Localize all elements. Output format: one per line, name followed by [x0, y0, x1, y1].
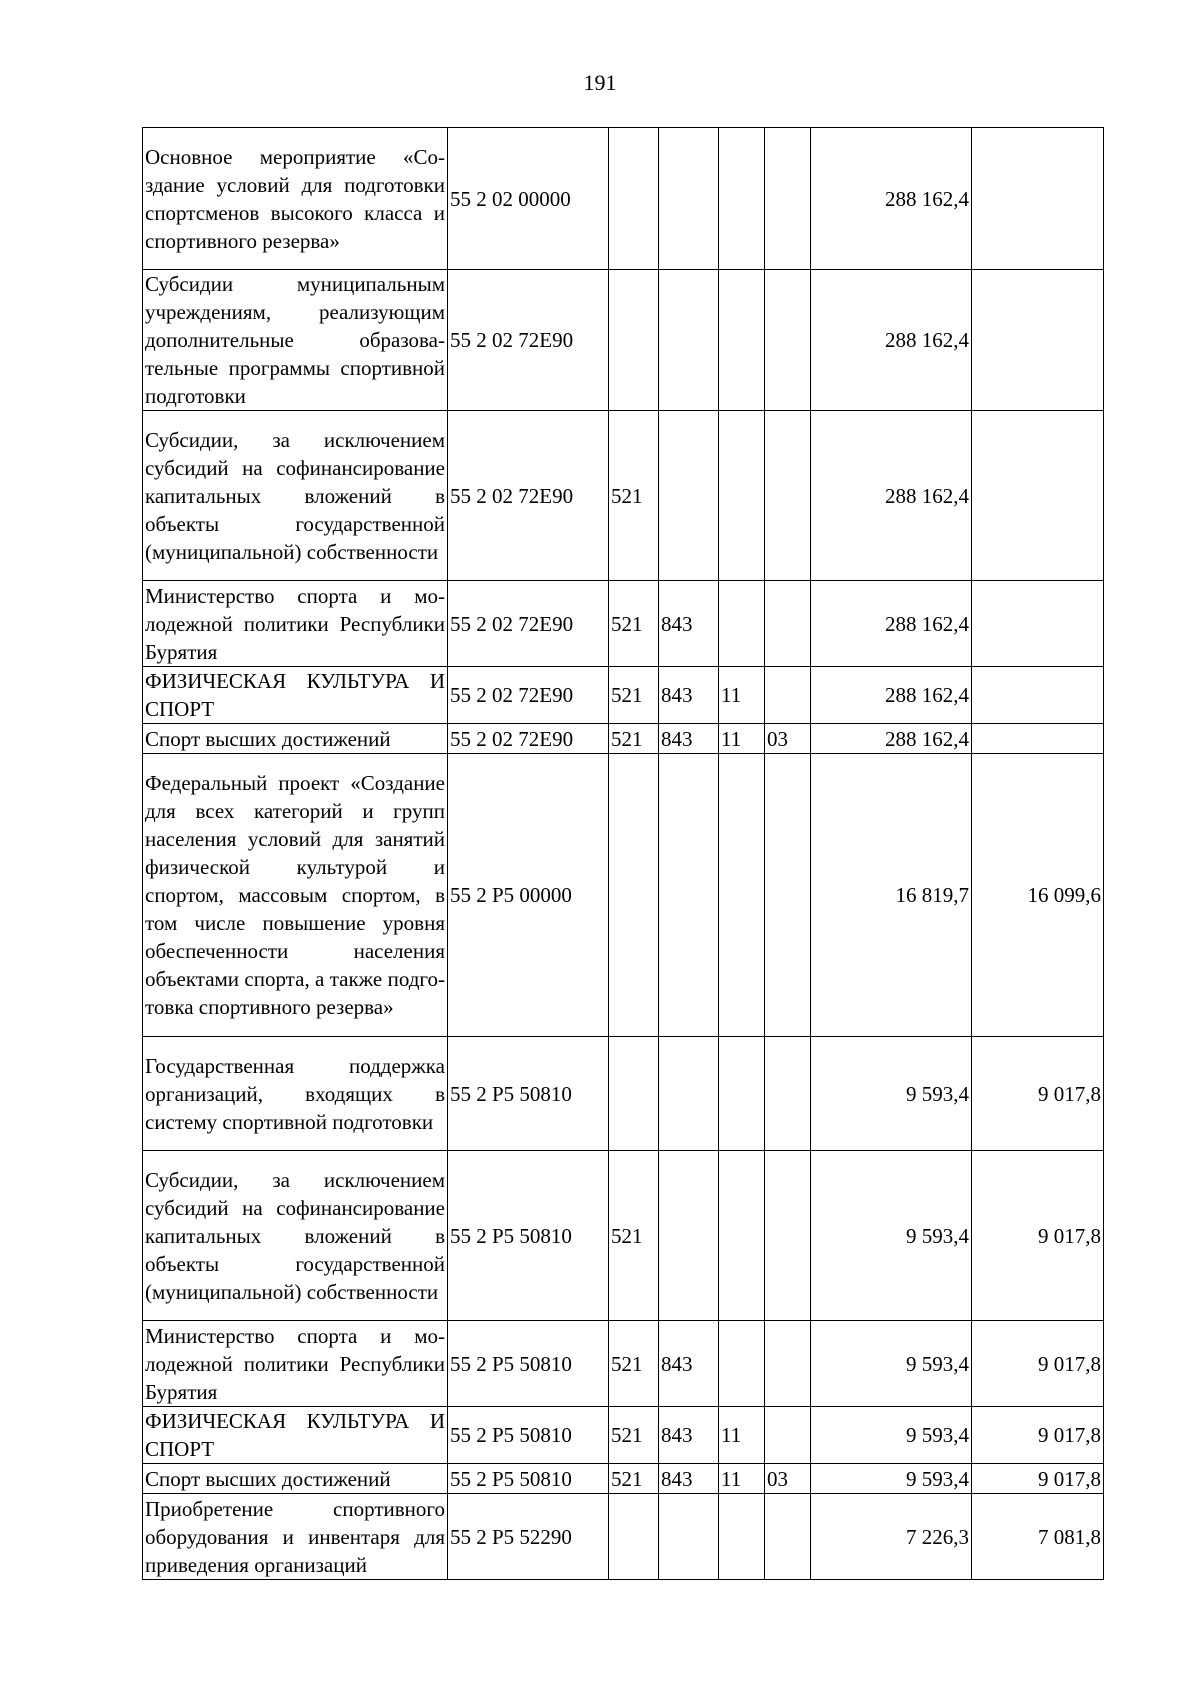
- row-name: Федеральный проект «Создание для всех категорий и групп населения условий для занятий физической культурой и спортом, массовым спортом, в том числе повышение уровня обеспеченности населения объектами спорта, а также подготовка спортивного резерва»: [143, 754, 448, 1037]
- amount-year-2: 9 017,8: [972, 1407, 1104, 1464]
- expense-type-code: [609, 1037, 659, 1151]
- row-name: Государственная поддержка организаций, входящих в систему спортивной подготовки: [143, 1037, 448, 1151]
- row-name: Министерство спорта и молодежной политики Республики Бурятия: [143, 581, 448, 667]
- target-article-code: 55 2 02 72Е90: [448, 411, 609, 581]
- expense-type-code: 521: [609, 667, 659, 724]
- amount-year-2: [972, 581, 1104, 667]
- target-article-code: 55 2 Р5 50810: [448, 1407, 609, 1464]
- ministry-code: 843: [659, 724, 719, 754]
- row-name: Основное мероприятие «Создание условий для подготовки спортсменов высокого класса и спортивного резерва»: [143, 128, 448, 270]
- section-code: 11: [719, 667, 765, 724]
- expense-type-code: 521: [609, 1151, 659, 1321]
- target-article-code: 55 2 02 00000: [448, 128, 609, 270]
- row-name: Приобретение спортивного оборудования и инвентаря для приведения организаций: [143, 1494, 448, 1580]
- subsection-code: [765, 1407, 811, 1464]
- section-code: 11: [719, 724, 765, 754]
- expense-type-code: 521: [609, 1321, 659, 1407]
- expense-type-code: [609, 754, 659, 1037]
- amount-year-1: 9 593,4: [811, 1464, 972, 1494]
- ministry-code: 843: [659, 667, 719, 724]
- row-name: Спорт высших достижений: [143, 1464, 448, 1494]
- table-row: [143, 1321, 1104, 1407]
- amount-year-1: 9 593,4: [811, 1151, 972, 1321]
- target-article-code: 55 2 02 72Е90: [448, 724, 609, 754]
- target-article-code: 55 2 Р5 50810: [448, 1151, 609, 1321]
- subsection-code: [765, 411, 811, 581]
- ministry-code: [659, 270, 719, 411]
- row-name: Спорт высших достижений: [143, 724, 448, 754]
- amount-year-1: 288 162,4: [811, 270, 972, 411]
- amount-year-1: 288 162,4: [811, 411, 972, 581]
- section-code: [719, 1321, 765, 1407]
- section-code: 11: [719, 1407, 765, 1464]
- table-row: [143, 724, 1104, 754]
- amount-year-2: 9 017,8: [972, 1464, 1104, 1494]
- amount-year-2: 9 017,8: [972, 1321, 1104, 1407]
- amount-year-1: 9 593,4: [811, 1407, 972, 1464]
- subsection-code: [765, 1151, 811, 1321]
- expense-type-code: 521: [609, 581, 659, 667]
- ministry-code: [659, 754, 719, 1037]
- amount-year-2: 16 099,6: [972, 754, 1104, 1037]
- amount-year-1: 288 162,4: [811, 581, 972, 667]
- target-article-code: 55 2 02 72Е90: [448, 581, 609, 667]
- amount-year-1: 288 162,4: [811, 128, 972, 270]
- amount-year-2: [972, 667, 1104, 724]
- table-row: [143, 1151, 1104, 1321]
- table-row: [143, 1407, 1104, 1464]
- amount-year-2: [972, 128, 1104, 270]
- ministry-code: 843: [659, 1407, 719, 1464]
- target-article-code: 55 2 Р5 00000: [448, 754, 609, 1037]
- table-row: [143, 1464, 1104, 1494]
- amount-year-2: 9 017,8: [972, 1151, 1104, 1321]
- table-row: [143, 128, 1104, 270]
- target-article-code: 55 2 02 72Е90: [448, 270, 609, 411]
- row-name: Субсидии муниципальным учреждениям, реализующим дополнительные образовательные программы спортивной подготовки: [143, 270, 448, 411]
- subsection-code: [765, 581, 811, 667]
- table-row: [143, 1494, 1104, 1580]
- section-code: [719, 754, 765, 1037]
- amount-year-1: 9 593,4: [811, 1321, 972, 1407]
- section-code: [719, 1037, 765, 1151]
- subsection-code: 03: [765, 1464, 811, 1494]
- ministry-code: 843: [659, 1321, 719, 1407]
- subsection-code: 03: [765, 724, 811, 754]
- ministry-code: [659, 1037, 719, 1151]
- expense-type-code: 521: [609, 724, 659, 754]
- section-code: [719, 581, 765, 667]
- subsection-code: [765, 1321, 811, 1407]
- expense-type-code: [609, 270, 659, 411]
- section-code: [719, 270, 765, 411]
- section-code: 11: [719, 1464, 765, 1494]
- expense-type-code: 521: [609, 1464, 659, 1494]
- amount-year-1: 288 162,4: [811, 724, 972, 754]
- target-article-code: 55 2 Р5 50810: [448, 1321, 609, 1407]
- ministry-code: 843: [659, 1464, 719, 1494]
- section-code: [719, 128, 765, 270]
- amount-year-2: 9 017,8: [972, 1037, 1104, 1151]
- ministry-code: 843: [659, 581, 719, 667]
- target-article-code: 55 2 Р5 50810: [448, 1464, 609, 1494]
- expense-type-code: [609, 1494, 659, 1580]
- expense-type-code: 521: [609, 411, 659, 581]
- subsection-code: [765, 1037, 811, 1151]
- ministry-code: [659, 1494, 719, 1580]
- amount-year-2: [972, 270, 1104, 411]
- table-row: [143, 581, 1104, 667]
- expense-type-code: 521: [609, 1407, 659, 1464]
- ministry-code: [659, 1151, 719, 1321]
- row-name: ФИЗИЧЕСКАЯ КУЛЬТУРА И СПОРТ: [143, 1407, 448, 1464]
- section-code: [719, 1494, 765, 1580]
- amount-year-1: 9 593,4: [811, 1037, 972, 1151]
- target-article-code: 55 2 Р5 52290: [448, 1494, 609, 1580]
- subsection-code: [765, 754, 811, 1037]
- table-row: [143, 1037, 1104, 1151]
- page-number: 191: [583, 70, 617, 95]
- section-code: [719, 1151, 765, 1321]
- row-name: Субсидии, за исключением субсидий на софинансирование капитальных вложений в объекты государственной (муниципальной) собственности: [143, 411, 448, 581]
- amount-year-2: [972, 411, 1104, 581]
- row-name: ФИЗИЧЕСКАЯ КУЛЬТУРА И СПОРТ: [143, 667, 448, 724]
- ministry-code: [659, 411, 719, 581]
- amount-year-1: 288 162,4: [811, 667, 972, 724]
- row-name: Министерство спорта и молодежной политики Республики Бурятия: [143, 1321, 448, 1407]
- amount-year-2: [972, 724, 1104, 754]
- table-row: [143, 667, 1104, 724]
- table-row: [143, 754, 1104, 1037]
- subsection-code: [765, 128, 811, 270]
- amount-year-2: 7 081,8: [972, 1494, 1104, 1580]
- budget-table: [142, 127, 1104, 1580]
- row-name: Субсидии, за исключением субсидий на софинансирование капитальных вложений в объекты государственной (муниципальной) собственности: [143, 1151, 448, 1321]
- subsection-code: [765, 270, 811, 411]
- subsection-code: [765, 667, 811, 724]
- target-article-code: 55 2 02 72Е90: [448, 667, 609, 724]
- amount-year-1: 7 226,3: [811, 1494, 972, 1580]
- target-article-code: 55 2 Р5 50810: [448, 1037, 609, 1151]
- amount-year-1: 16 819,7: [811, 754, 972, 1037]
- ministry-code: [659, 128, 719, 270]
- table-row: [143, 270, 1104, 411]
- expense-type-code: [609, 128, 659, 270]
- section-code: [719, 411, 765, 581]
- table-row: [143, 411, 1104, 581]
- subsection-code: [765, 1494, 811, 1580]
